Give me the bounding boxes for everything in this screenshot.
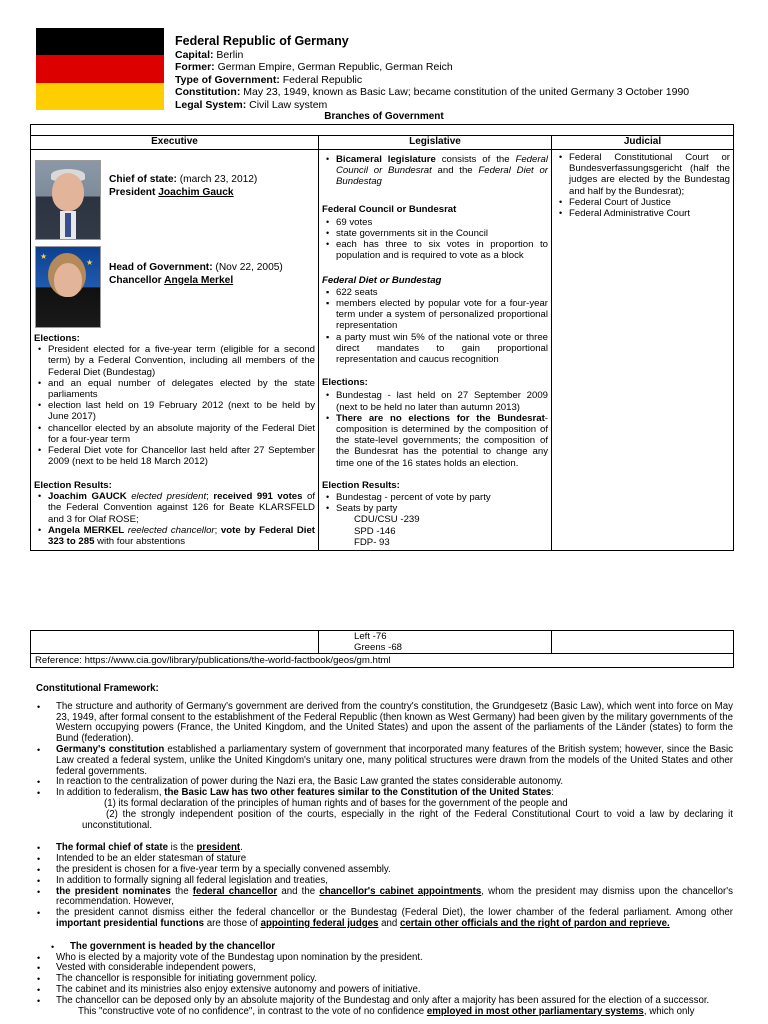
legislative-elections-title: Elections:	[322, 377, 368, 389]
executive-election-results: Election Results: • Joachim GAUCK elected president; received 991 votes of the Federal Convention against 126 for Beate KLARSFELD and 3 for Olaf ROSE; • Angela MERKEL reelected chancellor; vote by Federal Diet 323 to 285 with four abstentions	[34, 480, 315, 547]
list-item: • chancellor elected by an absolute majority of the Federal Diet for a four-year term	[48, 423, 315, 445]
list-item: • President elected for a five-year term (eligible for a second term) by a Federal Convention, including all members of the Federal Diet (Bundestag)	[48, 344, 315, 378]
list-item: • the president cannot dismiss either the federal chancellor or the Bundestag (Federal Diet), the lower chamber of the federal parliament. Among other important presidential functions are those of appointing federal judges and certain other officials and the right of pardon and reprieve.	[56, 908, 733, 930]
list-item: • 69 votes	[336, 217, 548, 228]
list-item: • Joachim GAUCK elected president; received 991 votes of the Federal Convention against 126 for Beate KLARSFELD and 3 for Olaf ROSE;	[48, 491, 315, 525]
list-item: • The cabinet and its ministries also enjoy extensive autonomy and powers of initiative.	[56, 985, 733, 996]
list-item: • Who is elected by a majority vote of the Bundestag upon nomination by the president.	[56, 953, 733, 964]
framework-title: Constitutional Framework:	[36, 683, 159, 694]
legislative-cell	[319, 150, 552, 551]
list-item: ▪ members elected by popular vote for a four-year term under a system of personalized proportional representation	[336, 298, 548, 332]
constitutional-framework	[36, 684, 733, 1017]
list-item: • The structure and authority of Germany's government are derived from the country's constitution, the Grundgesetz (Basic Law), which went into force on May 23, 1949, after formal consent to the establishment of the Federal Republic (then known as West Germany) had been given by the military governments of the Western occupying powers (France, the United Kingdom, and the United States) and upon the assent of the parliaments of the Länder (states) to form the Bund (federation).	[56, 702, 733, 745]
list-item: • The chancellor can be deposed only by an absolute majority of the Bundestag and only after a majority has been assured for the election of a successor.	[56, 996, 733, 1007]
header-row-government-type: Type of Government: Federal Republic	[175, 73, 363, 86]
list-item: • state governments sit in the Council	[336, 228, 548, 239]
list-item: • Angela MERKEL reelected chancellor; vote by Federal Diet 323 to 285 with four abstentions	[48, 525, 315, 547]
country-title: Federal Republic of Germany	[175, 34, 349, 48]
list-item: • Vested with considerable independent powers,	[56, 963, 733, 974]
german-flag	[36, 28, 164, 110]
list-item: • Bicameral legislature consists of the Federal Council or Bundesrat and the Federal Diet or Bundestag	[336, 154, 548, 188]
council-title: Federal Council or Bundesrat	[322, 203, 457, 215]
seat-row: Left -76	[354, 631, 387, 642]
head-of-government: Head of Government: (Nov 22, 2005) Chancellor Angela Merkel	[109, 262, 283, 286]
list-item: • In reaction to the centralization of power during the Nazi era, the Basic Law granted the states considerable autonomy.	[56, 777, 733, 788]
list-item: ▪ a party must win 5% of the national vote or three direct mandates to gain proportional representation and caucus recognition	[336, 332, 548, 366]
header-row-legal-system: Legal System: Civil Law system	[175, 98, 328, 111]
executive-cell	[31, 150, 319, 551]
flag-stripe-red	[36, 55, 164, 82]
list-item: • election last held on 19 February 2012 (next to be held by June 2017)	[48, 400, 315, 422]
list-item: • The government is headed by the chancellor	[70, 942, 733, 953]
seat-row: Greens -68	[354, 642, 402, 653]
seat-row: CDU/CSU -239	[354, 514, 420, 526]
list-item: • the president nominates the federal chancellor and the chancellor's cabinet appointments, whom the president may dismiss upon the chancellor's recommendation. However,	[56, 887, 733, 909]
header-executive: Executive	[31, 136, 319, 150]
list-item: • each has three to six votes in proportion to population and is required to vote as a block	[336, 239, 548, 261]
list-item: • The chancellor is responsible for initiating government policy.	[56, 974, 733, 985]
numbered-item: (2) the strongly independent position of the courts, especially in the right of the Federal Constitutional Court to void a law by declaring it unconstitutional.	[82, 808, 733, 831]
president-photo	[35, 160, 101, 240]
list-item: • There are no elections for the Bundesrat- composition is determined by the composition of the state-level governments; the composition of the Bundesrat has the potential to change any time one of the 16 states holds an election.	[336, 413, 548, 469]
diet-title: Federal Diet or Bundestag	[322, 274, 442, 286]
list-item: • Federal Constitutional Court or Bundesverfassungsgericht (half the judges are elected by the Bundestag and half by the Bundesrat);	[569, 152, 730, 197]
header-row-capital: Capital: Berlin	[175, 48, 244, 61]
list-item: • Seats by party	[336, 503, 548, 514]
chancellor-photo: ★ ★	[35, 246, 101, 328]
chief-of-state: Chief of state: (march 23, 2012) President Joachim Gauck	[109, 174, 258, 198]
seat-row: FDP- 93	[354, 536, 390, 548]
numbered-item: (1) its formal declaration of the principles of human rights and of bases for the government of the people and	[104, 797, 568, 809]
header-row-constitution: Constitution: May 23, 1949, known as Basic Law; became constitution of the united Germany 3 October 1990	[175, 86, 690, 98]
flag-stripe-gold	[36, 83, 164, 110]
list-item: ▪ 622 seats	[336, 287, 548, 298]
header-row-former: Former: German Empire, German Republic, German Reich	[175, 61, 453, 73]
list-item: • In addition to federalism, the Basic Law has two other features similar to the Constitution of the United States:	[56, 788, 733, 799]
list-item: • Intended to be an elder statesman of stature	[56, 854, 733, 865]
list-item: • Federal Administrative Court	[569, 208, 730, 219]
president-name: Joachim Gauck	[158, 186, 234, 198]
country-header	[175, 35, 755, 111]
list-item: • In addition to formally signing all federal legislation and treaties,	[56, 876, 733, 887]
list-item: • Bundestag - percent of vote by party	[336, 492, 548, 503]
list-item: • Federal Court of Justice	[569, 197, 730, 208]
branches-caption: Branches of Government	[324, 111, 444, 122]
list-item: • The formal chief of state is the president.	[56, 843, 733, 854]
legislative-results-title: Election Results:	[322, 479, 400, 491]
branches-table	[30, 124, 734, 551]
cut-off-line: This "constructive vote of no confidence", in contrast to the vote of no confidence employed in most other parliamentary systems, which only	[78, 1005, 695, 1017]
seat-row: SPD -146	[354, 525, 396, 537]
branches-table-continued	[30, 630, 734, 668]
list-item: • the president is chosen for a five-year term by a specially convened assembly.	[56, 865, 733, 876]
list-item: • Federal Diet vote for Chancellor last held after 27 September 2009 (next to be held 18 March 2012)	[48, 445, 315, 467]
header-judicial: Judicial	[552, 136, 734, 150]
flag-stripe-black	[36, 28, 164, 55]
list-item: • Bundestag - last held on 27 September 2009 (next to be held no later than autumn 2013)	[336, 390, 548, 412]
executive-elections: Elections: • President elected for a five-year term (eligible for a second term) by a Federal Convention, including all members of the Federal Diet (Bundestag) • and an equal number of delegates elected by the state parliaments • election last held on 19 February 2012 (next to be held by June 2017) • chancellor elected by an absolute majority of the Federal Diet for a four-year term • Federal Diet vote for Chancellor last held after 27 September 2009 (next to be held 18 March 2012)	[34, 333, 315, 467]
list-item: • Germany's constitution established a parliamentary system of government that incorporated many features of the British system; however, since the Basic Law created a federal system, unlike the United Kingdom's unitary one, many political structures were drawn from the models of the United States and other federal governments.	[56, 745, 733, 777]
list-item: • and an equal number of delegates elected by the state parliaments	[48, 378, 315, 400]
chancellor-name: Angela Merkel	[164, 274, 234, 286]
judicial-cell	[552, 150, 734, 551]
reference-row: Reference: https://www.cia.gov/library/publications/the-world-factbook/geos/gm.html	[31, 654, 734, 668]
header-legislative: Legislative	[319, 136, 552, 150]
